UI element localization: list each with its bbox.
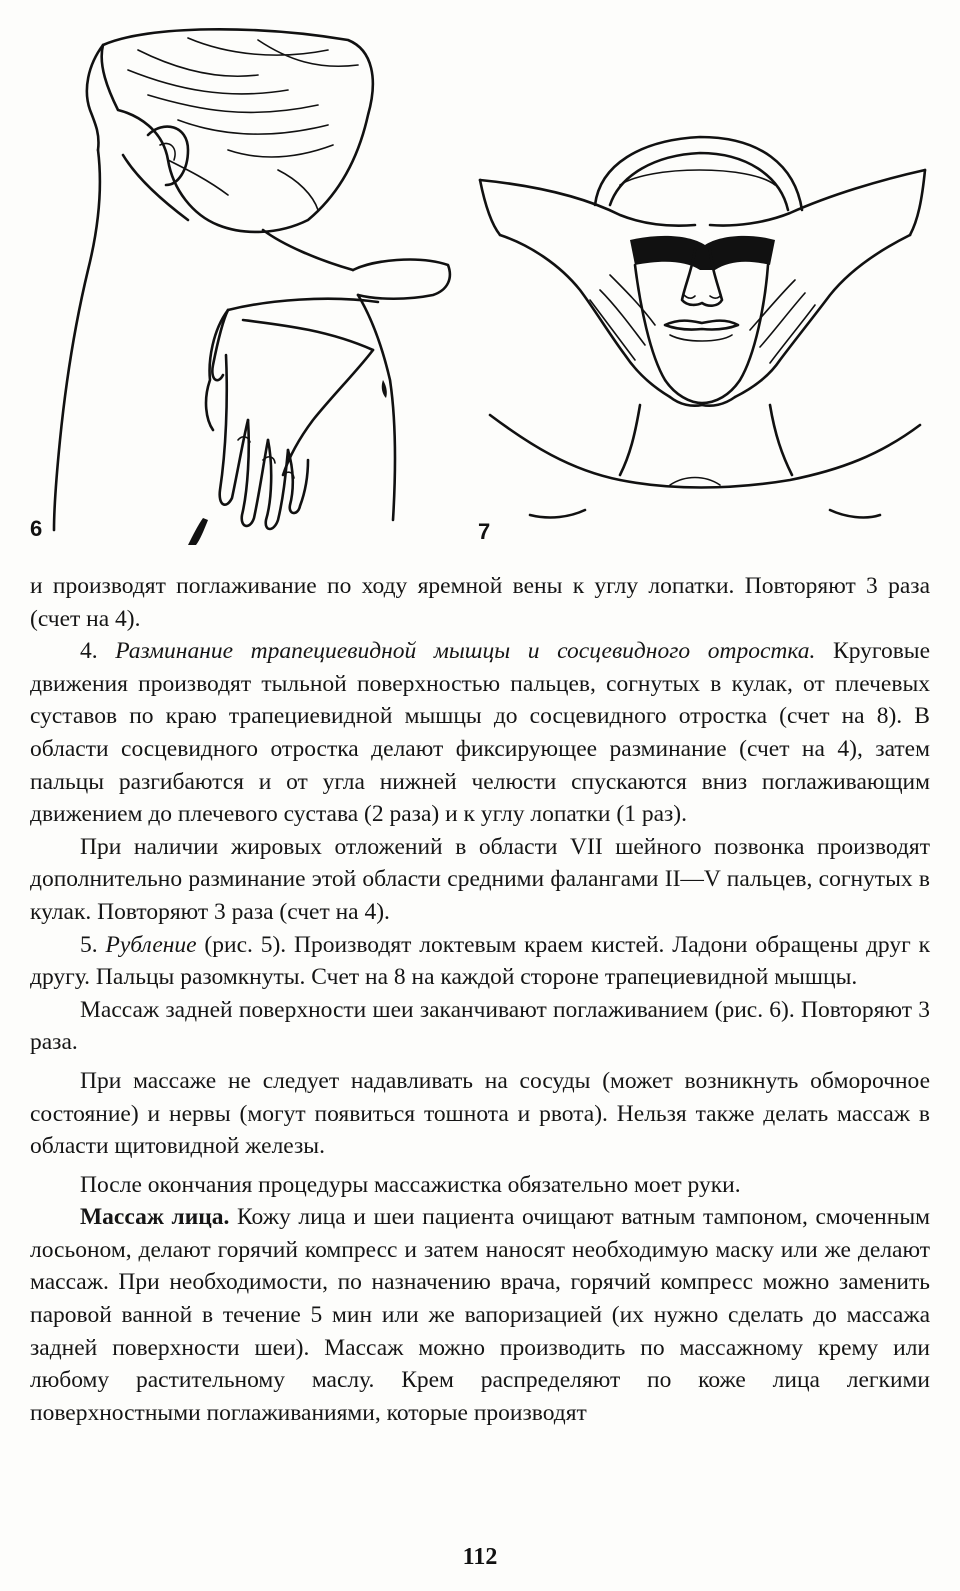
figure-7 bbox=[470, 125, 935, 545]
text-span: При массаже не следует надавливать на сосуды (может возникнуть обморочное состояние) и нервы (могут появиться тошнота и рвота). Нельзя также делать массаж в области щитовидной железы. bbox=[30, 1067, 930, 1160]
text-span: 4. bbox=[80, 638, 116, 665]
paragraph bbox=[30, 929, 930, 994]
paragraph bbox=[30, 994, 930, 1059]
neck-stroking-illustration bbox=[28, 20, 458, 545]
figure-7-number: 7 bbox=[478, 519, 491, 544]
body-text bbox=[30, 570, 930, 1429]
paragraph bbox=[30, 1169, 930, 1202]
subheading-italic: Разминание трапециевидной мышцы и сосцевидного отростка. bbox=[115, 638, 816, 665]
text-span: Кожу лица и шеи пациента очищают ватным тампоном, смоченным лосьоном, делают горячий компресс и затем наносят необходимую маску или же делают массаж. При необходимости, по назначению врача, горячий компресс можно заменить паровой ванной в течение 5 мин или же вапоризацией (их нужно сделать до массажа задней поверхности шеи). Массаж можно производить по массажному крему или любому растительному маслу. Крем распределяют по коже лица легкими поверхностными поглаживаниями, которые производят bbox=[30, 1204, 930, 1426]
figure-6-number: 6 bbox=[30, 516, 43, 541]
paragraph bbox=[30, 635, 930, 831]
text-span: После окончания процедуры массажистка обязательно моет руки. bbox=[80, 1171, 741, 1198]
paragraph bbox=[30, 1065, 930, 1163]
section-heading: Массаж лица. bbox=[80, 1204, 230, 1231]
text-span: Массаж задней поверхности шеи заканчивают поглаживанием (рис. 6). Повторяют 3 раза. bbox=[30, 996, 930, 1056]
paragraph bbox=[30, 1201, 930, 1429]
page-number: 112 bbox=[462, 1544, 498, 1570]
subheading-italic: Рубление bbox=[105, 931, 197, 958]
text-span: и производят поглаживание по ходу яремной вены к углу лопатки. Повторяют 3 раза (счет на 4). bbox=[30, 573, 930, 632]
figure-6 bbox=[28, 20, 458, 545]
text-span: При наличии жировых отложений в области VII шейного позвонка производят дополнительно разминание этой области средними фалангами II—V пальцев, согнутых в кулак. Повторяют 3 раза (счет на 4). bbox=[30, 833, 930, 925]
paragraph bbox=[30, 570, 930, 635]
text-span: (рис. 5). Производят локтевым краем кистей. Ладони обращены друг к другу. Пальцы разомкнуты. Счет на 8 на каждой стороне трапециевидной мышцы. bbox=[30, 931, 930, 991]
text-span: 5. bbox=[80, 931, 106, 958]
paragraph bbox=[30, 831, 930, 929]
text-span: Круговые движения производят тыльной поверхностью пальцев, согнутых в кулак, от плечевых суставов по краю трапециевидной мышцы до сосцевидного отростка (счет на 8). В области сосцевидного отростка делают фиксирующее разминание (счет на 4), затем пальцы разгибаются и от угла нижней челюсти спускаются вниз поглаживающим движением до плечевого сустава (2 раза) и к углу лопатки (1 раз). bbox=[30, 638, 931, 828]
face-massage-illustration bbox=[470, 125, 935, 545]
